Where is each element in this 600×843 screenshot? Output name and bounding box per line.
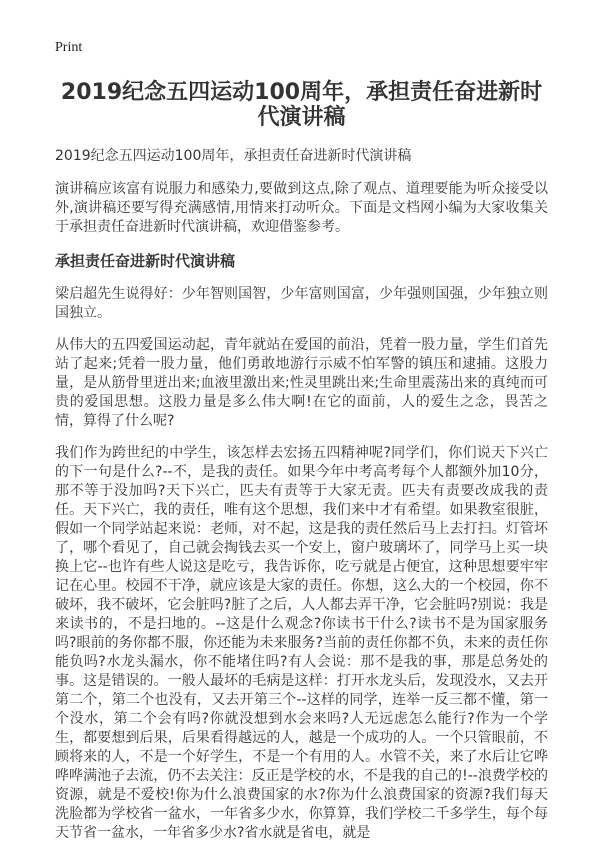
- section-heading: 承担责任奋进新时代演讲稿: [55, 252, 236, 270]
- print-link[interactable]: Print: [55, 40, 83, 55]
- body-paragraph-2: 从伟大的五四爱国运动起，青年就站在爱国的前沿，凭着一股力量，学生们首先站了起来;凭着一股力量，他们勇敢地游行示威不怕军警的镇压和逮捕。这股力量，是从筋骨里迸出来;血液里激出来;性灵里跳出来;生命里震荡出来的真纯而可贵的爱国思想。这股力量是多么伟大啊!在它的面前，人的爱生之念，畏苦之情，算得了什么呢?: [55, 337, 548, 429]
- intro-paragraph: 演讲稿应该富有说服力和感染力,要做到这点,除了观点、道理要能为听众接受以外,演讲稿还要写得充满感情,用情来打动听众。下面是文档网小编为大家收集关于承担责任奋进新时代演讲稿，欢迎借鉴参考。: [55, 181, 548, 235]
- page-title: 2019纪念五四运动100周年，承担责任奋进新时代演讲稿: [60, 80, 543, 130]
- body-paragraph-3: 我们作为跨世纪的中学生，该怎样去宏扬五四精神呢?同学们，你们说天下兴亡的下一句是什么?--不，是我的责任。如果今年中考高考每个人都额外加10分，那不等于没加吗?天下兴亡，匹夫有责等于大家无责。匹夫有责要改成我的责任。天下兴亡，我的责任，唯有这个思想，我们来中才有希望。如果教室很脏，假如一个同学站起来说：老师，对不起，这是我的责任然后马上去打扫。灯管坏了，哪个看见了，自己就会掏钱去买一个安上，窗户玻璃坏了，同学马上买一块换上它--也许有些人说这是吃亏，我告诉你，吃亏就是占便宜，这种思想要牢牢记在心里。校园不干净，就应该是大家的责任。你想，这么大的一个校园，你不破坏，我不破坏，它会脏吗?脏了之后，人人都去弄干净，它会脏吗?别说：我是来读书的，不是扫地的。--这是什么观念?你读书干什么?读书不是为国家服务吗?眼前的务你都不服，你还能为未来服务?当前的责任你都不负，未来的责任你能负吗?水龙头漏水，你不能堵住吗?有人会说：那不是我的事，那是总务处的事。这是错误的。一般人最坏的毛病是这样：打开水龙头后，发现没水，又去开第二个，第二个也没有，又去开第三个--这样的同学，连举一反三都不懂，第一个没水，第二个会有吗?你就没想到水会来吗?人无远虑怎么能行?作为一个学生，都要想到后果，后果看得越远的人，越是一个成功的人。一个只管眼前，不顾将来的人，不是一个好学生，不是一个有用的人。水管不关，来了水后让它哗哗哗满池子去流，仍不去关注：反正是学校的水，不是我的自己的!--浪费学校的资源，就是不爱校!你为什么浪费国家的水?你为什么浪费国家的资源?我们每天洗脸都为学校省一盆水，一年省多少水，你算算，我们学校二千多学生，每个每天节省一盆水，一年省多少水?省水就是省电，就是: [55, 445, 548, 841]
- body-paragraph-1: 梁启超先生说得好：少年智则国智，少年富则国富，少年强则国强，少年独立则国独立。: [55, 286, 548, 321]
- document-subtitle: 2019纪念五四运动100周年，承担责任奋进新时代演讲稿: [55, 148, 412, 164]
